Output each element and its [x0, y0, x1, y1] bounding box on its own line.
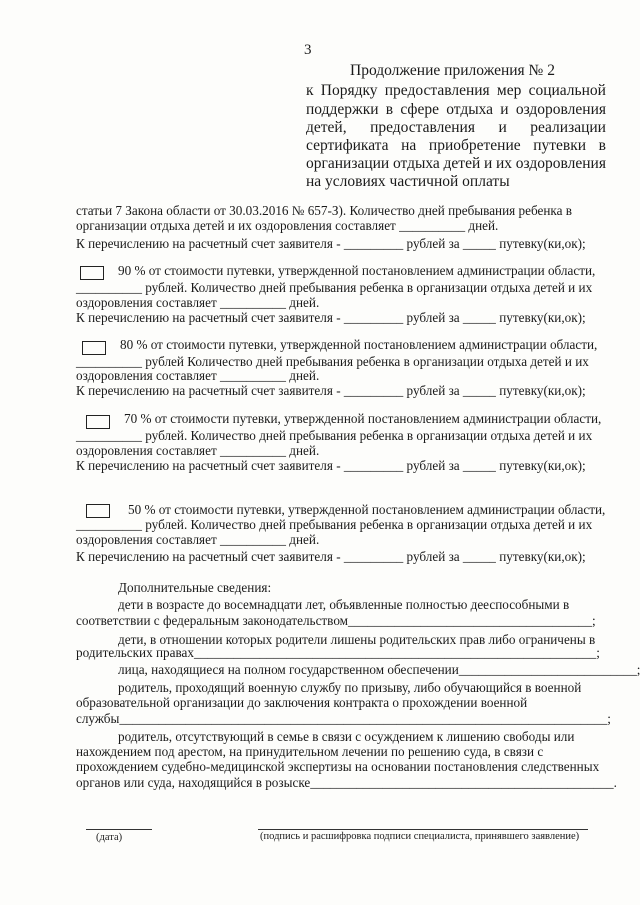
- additional-line-3: дети, в отношении которых родители лишены родительских прав либо ограничены в: [118, 632, 596, 647]
- option-50-line-2: __________ рублей. Количество дней пребывания ребенка в организации отдыха детей и их: [76, 517, 593, 532]
- header-line: на условиях частичной оплаты: [306, 173, 510, 190]
- signature-line: [258, 829, 588, 830]
- checkbox-70[interactable]: [86, 415, 110, 429]
- additional-line-10: нахождением под арестом, на принудительном лечении по решению суда, в связи с: [76, 744, 544, 759]
- option-50-line-1: 50 % от стоимости путевки, утвержденной постановлением администрации области,: [128, 502, 606, 517]
- option-90-line-2: __________ рублей. Количество дней пребывания ребенка в организации отдыха детей и их: [76, 280, 593, 295]
- header-word: организации: [306, 155, 390, 172]
- additional-line-5: лица, находящиеся на полном государственном обеспечении___________________________;: [118, 662, 640, 677]
- intro-line-3: К перечислению на расчетный счет заявителя - _________ рублей за _____ путевку(ки,ок);: [76, 236, 586, 251]
- header-word: предоставления: [384, 82, 490, 99]
- header-word: детей,: [306, 119, 347, 136]
- header-word: оздоровления: [515, 101, 606, 118]
- date-line: [86, 829, 152, 830]
- header-word: в: [598, 137, 606, 154]
- header-word: путевки: [533, 137, 587, 154]
- option-80-line-3: оздоровления составляет __________ дней.: [76, 368, 320, 383]
- header-title: Продолжение приложения № 2: [350, 62, 555, 79]
- header-word: и: [500, 101, 509, 118]
- header-line: [306, 119, 606, 137]
- header-line: [306, 101, 606, 119]
- additional-line-8: службы__________________________________________________________________________;: [76, 711, 611, 726]
- option-70-line-4: К перечислению на расчетный счет заявителя - _________ рублей за _____ путевку(ки,ок);: [76, 458, 586, 473]
- option-70-line-1: 70 % от стоимости путевки, утвержденной постановлением администрации области,: [124, 411, 602, 426]
- option-70-line-2: __________ рублей. Количество дней пребывания ребенка в организации отдыха детей и их: [76, 428, 593, 443]
- option-90-line-1: 90 % от стоимости путевки, утвержденной постановлением администрации области,: [118, 263, 596, 278]
- header-word: к: [306, 82, 314, 99]
- page-number: 3: [304, 42, 312, 58]
- additional-line-4: родительских правах_____________________________________________________________;: [76, 645, 600, 660]
- header-word: и: [498, 119, 507, 136]
- additional-line-6: родитель, проходящий военную службу по призыву, либо обучающийся в военной: [118, 680, 582, 695]
- header-line: [306, 155, 606, 173]
- header-word: социальной: [528, 82, 606, 99]
- option-70-line-3: оздоровления составляет __________ дней.: [76, 443, 320, 458]
- option-90-line-3: оздоровления составляет __________ дней.: [76, 295, 320, 310]
- header-word: сертификата: [306, 137, 389, 154]
- header-word: и: [483, 155, 493, 172]
- additional-line-12: органов или суда, находящийся в розыске______________________________________________.: [76, 775, 617, 790]
- option-50-line-4: К перечислению на расчетный счет заявителя - _________ рублей за _____ путевку(ки,ок);: [76, 549, 586, 564]
- header-word: их: [496, 155, 513, 172]
- additional-line-2: соответствии с федеральным законодательством_____________________________________;: [76, 613, 596, 628]
- option-80-line-1: 80 % от стоимости путевки, утвержденной постановлением администрации области,: [120, 337, 598, 352]
- header-word: поддержки: [306, 101, 379, 118]
- header-word: отдыха: [392, 155, 440, 172]
- additional-line-9: родитель, отсутствующий в семье в связи с осуждением к лишению свободы или: [118, 729, 575, 744]
- header-word: сфере: [400, 101, 439, 118]
- option-80-line-4: К перечислению на расчетный счет заявителя - _________ рублей за _____ путевку(ки,ок);: [76, 383, 586, 398]
- checkbox-50[interactable]: [86, 504, 110, 518]
- header-word: в: [385, 101, 394, 118]
- header-word: предоставления: [370, 119, 475, 136]
- header-word: реализации: [530, 119, 606, 136]
- header-word: оздоровления: [515, 155, 606, 172]
- checkbox-90[interactable]: [80, 266, 104, 280]
- checkbox-80[interactable]: [82, 341, 106, 355]
- additional-line-1: дети в возрасте до восемнадцати лет, объявленные полностью дееспособными в: [118, 597, 570, 612]
- header-word: на: [401, 137, 417, 154]
- intro-line-1: статьи 7 Закона области от 30.03.2016 № 657-З). Количество дней пребывания ребенка в: [76, 203, 573, 218]
- header-word: отдыха: [446, 101, 494, 118]
- option-80-line-2: __________ рублей Количество дней пребывания ребенка в организации отдыха детей и их: [76, 354, 589, 369]
- header-word: Порядку: [320, 82, 378, 99]
- additional-title: Дополнительные сведения:: [118, 580, 272, 595]
- header-word: мер: [496, 82, 522, 99]
- intro-line-2: организации отдыха детей и их оздоровления составляет __________ дней.: [76, 218, 499, 233]
- option-50-line-3: оздоровления составляет __________ дней.: [76, 532, 320, 547]
- header-line: [306, 137, 606, 155]
- option-90-line-4: К перечислению на расчетный счет заявителя - _________ рублей за _____ путевку(ки,ок);: [76, 310, 586, 325]
- header-line: [306, 82, 606, 100]
- header-word: детей: [443, 155, 481, 172]
- signature-label: (подпись и расшифровка подписи специалиста, принявшего заявление): [260, 831, 580, 842]
- additional-line-11: прохождением судебно-медицинской экспертизы на основании постановления следственных: [76, 759, 600, 774]
- date-label: (дата): [96, 832, 123, 843]
- header-word: приобретение: [428, 137, 521, 154]
- additional-line-7: образовательной организации до заключения контракта о прохождении военной: [76, 695, 528, 710]
